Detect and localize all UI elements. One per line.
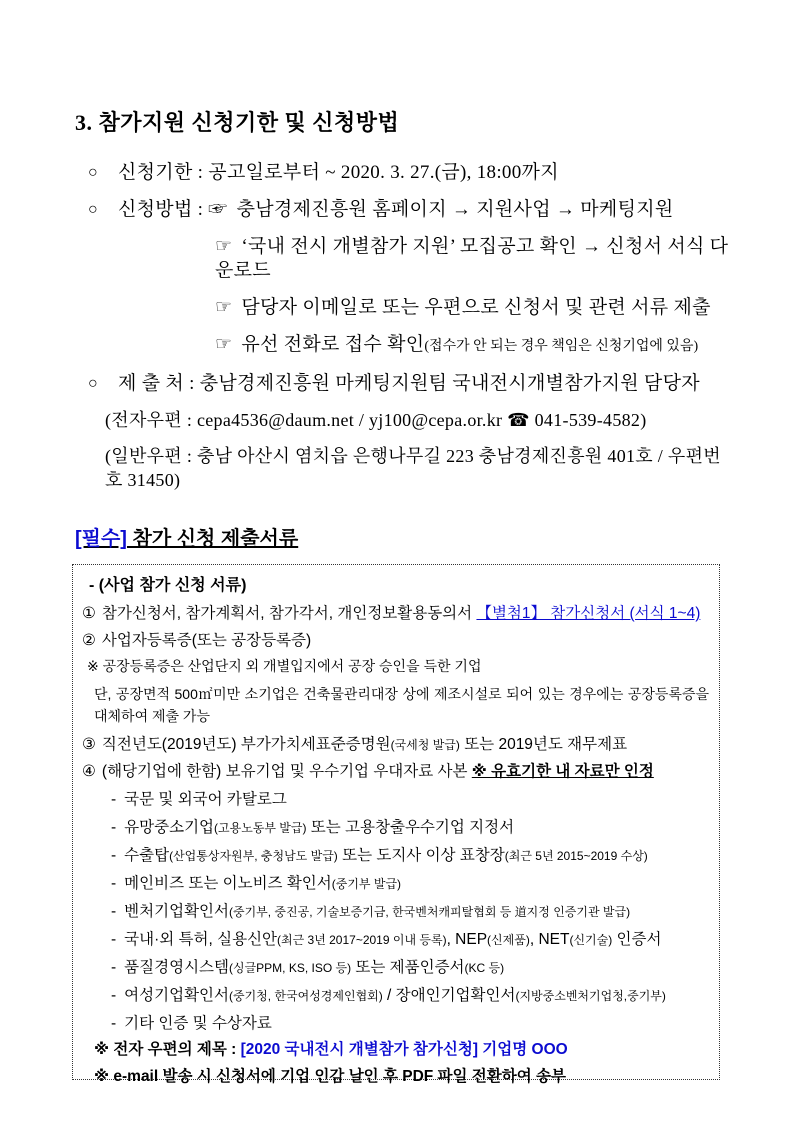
deadline-text: 신청기한 : 공고일로부터 ~ 2020. 3. 27.(금), 18:00까지 bbox=[118, 162, 559, 183]
method-step-text: ‘국내 전시 개별참가 지원’ 모집공고 확인 → 신청서 서식 다운로드 bbox=[215, 236, 729, 281]
pointing-hand-icon: ☞ bbox=[215, 334, 233, 355]
attachment-link[interactable]: 【별첨1】 참가신청서 (서식 1~4) bbox=[476, 605, 701, 622]
preferential-doc-item bbox=[78, 875, 709, 893]
dash-bullet: - bbox=[111, 819, 117, 836]
doc-item-1 bbox=[78, 605, 709, 623]
method-step-line bbox=[88, 333, 738, 359]
submit-to-line bbox=[88, 372, 738, 396]
deadline-line bbox=[88, 161, 738, 185]
documents-box bbox=[72, 564, 720, 1085]
method-step-text: 담당자 이메일로 또는 우편으로 신청서 및 관련 서류 제출 bbox=[241, 297, 711, 318]
method-step-text: 유선 전화로 접수 확인 bbox=[241, 334, 425, 355]
email-contact-line: (전자우편 : cepa4536@daum.net / yj100@cepa.or.kr ☎ 041-539-4582) bbox=[105, 410, 647, 430]
required-tag: [필수] bbox=[75, 528, 127, 550]
box-subtitle: - (사업 참가 신청 서류) bbox=[89, 577, 247, 594]
doc-item-text: 국문 및 외국어 카탈로그 bbox=[124, 791, 287, 808]
item-number: ④ bbox=[82, 763, 96, 780]
doc-item-text: 품질경영시스템(싱글PPM, KS, ISO 등) 또는 제품인증서(KC 등) bbox=[124, 959, 505, 976]
doc-item-3 bbox=[78, 736, 709, 754]
item-number: ① bbox=[82, 605, 96, 622]
pointing-hand-icon: ☞ bbox=[215, 297, 233, 318]
required-docs-heading bbox=[75, 522, 298, 551]
doc-item-4 bbox=[78, 763, 709, 781]
preferential-doc-item bbox=[78, 847, 709, 865]
factory-registration-note: ※ 공장등록증은 산업단지 외 개별입지에서 공장 승인을 득한 기업 bbox=[87, 658, 482, 674]
required-title: 참가 신청 제출서류 bbox=[126, 528, 299, 550]
preferential-doc-item bbox=[78, 1015, 709, 1033]
dash-bullet: - bbox=[111, 959, 117, 976]
preferential-doc-item bbox=[78, 987, 709, 1005]
doc-item-text: 유망중소기업(고용노동부 발급) 또는 고용창출우수기업 지정서 bbox=[124, 819, 515, 836]
circle-bullet-icon: ○ bbox=[88, 164, 98, 181]
preferential-doc-item bbox=[78, 819, 709, 837]
email-subject-note bbox=[78, 1040, 709, 1060]
preferential-doc-item bbox=[78, 791, 709, 809]
method-label: 신청방법 : bbox=[118, 199, 209, 220]
email-subject-label: ※ 전자 우편의 제목 : bbox=[94, 1041, 241, 1058]
doc-item-text: 참가신청서, 참가계획서, 참가각서, 개인정보활용동의서 bbox=[101, 605, 477, 622]
pdf-conversion-note: ※ e-mail 발송 시 신청서에 기업 인감 날인 후 PDF 파일 전환하여 송부 bbox=[94, 1068, 566, 1085]
submit-to-text: 제 출 처 : 충남경제진흥원 마케팅지원팀 국내전시개별참가지원 담당자 bbox=[118, 373, 700, 394]
item-number: ② bbox=[82, 632, 96, 649]
method-text bbox=[118, 198, 674, 222]
preferential-doc-item bbox=[78, 959, 709, 977]
doc-item-text: 기타 인증 및 수상자료 bbox=[124, 1015, 272, 1032]
factory-area-note: 단, 공장면적 500㎡미만 소기업은 건축물관리대장 상에 제조시설로 되어 있는 경우에는 공장등록증을 대체하여 제출 가능 bbox=[94, 686, 709, 724]
pointing-hand-icon: ☞ bbox=[208, 199, 228, 220]
doc-item-text: (해당기업에 한함) 보유기업 및 우수기업 우대자료 사본 ※ 유효기한 내 자료만 인정 bbox=[101, 763, 654, 780]
circle-bullet-icon: ○ bbox=[88, 201, 98, 218]
doc-item-text: 벤처기업확인서(중기부, 중진공, 기술보증기금, 한국벤처캐피탈협회 등 道지정 인증기관 발급) bbox=[124, 903, 631, 920]
doc-item-2 bbox=[78, 632, 709, 650]
preferential-doc-item bbox=[78, 931, 709, 949]
preferential-doc-item bbox=[78, 903, 709, 921]
email-subject-value: [2020 국내전시 개별참가 참가신청] 기업명 OOO bbox=[240, 1041, 568, 1058]
doc-item-text: 여성기업확인서(중기청, 한국여성경제인협회) / 장애인기업확인서(지방중소벤처기업청,중기부) bbox=[124, 987, 666, 1004]
doc-item-text: 직전년도(2019년도) 부가가치세표준증명원(국세청 발급) 또는 2019년도 재무제표 bbox=[101, 736, 628, 753]
dash-bullet: - bbox=[111, 931, 117, 948]
dash-bullet: - bbox=[111, 847, 117, 864]
doc-item-text: 국내·외 특허, 실용신안(최근 3년 2017~2019 이내 등록), NEP(신제품), NET(신기술) 인증서 bbox=[124, 931, 662, 948]
circle-bullet-icon: ○ bbox=[88, 375, 98, 392]
method-step-line bbox=[88, 235, 738, 283]
dash-bullet: - bbox=[111, 875, 117, 892]
method-step-line bbox=[88, 296, 738, 320]
method-step-text: 충남경제진흥원 홈페이지 → 지원사업 → 마케팅지원 bbox=[236, 199, 674, 220]
dash-bullet: - bbox=[111, 1015, 117, 1032]
doc-item-text: 메인비즈 또는 이노비즈 확인서(중기부 발급) bbox=[124, 875, 402, 892]
section-heading: 3. 참가지원 신청기한 및 신청방법 bbox=[75, 110, 400, 135]
dash-bullet: - bbox=[111, 903, 117, 920]
dash-bullet: - bbox=[111, 987, 117, 1004]
doc-item-text: 사업자등록증(또는 공장등록증) bbox=[101, 632, 312, 649]
postal-address-line: (일반우편 : 충남 아산시 염치읍 은행나무길 223 충남경제진흥원 401호 / 우편번호 31450) bbox=[105, 446, 721, 490]
item-number: ③ bbox=[82, 736, 96, 753]
method-line bbox=[88, 198, 738, 222]
application-info-list bbox=[88, 161, 738, 492]
dash-bullet: - bbox=[111, 791, 117, 808]
pointing-hand-icon: ☞ bbox=[215, 236, 233, 257]
method-step-note: (접수가 안 되는 경우 책임은 신청기업에 있음) bbox=[424, 339, 699, 354]
doc-item-text: 수출탑(산업통상자원부, 충청남도 발급) 또는 도지사 이상 표창장(최근 5년 2015~2019 수상) bbox=[124, 847, 648, 864]
